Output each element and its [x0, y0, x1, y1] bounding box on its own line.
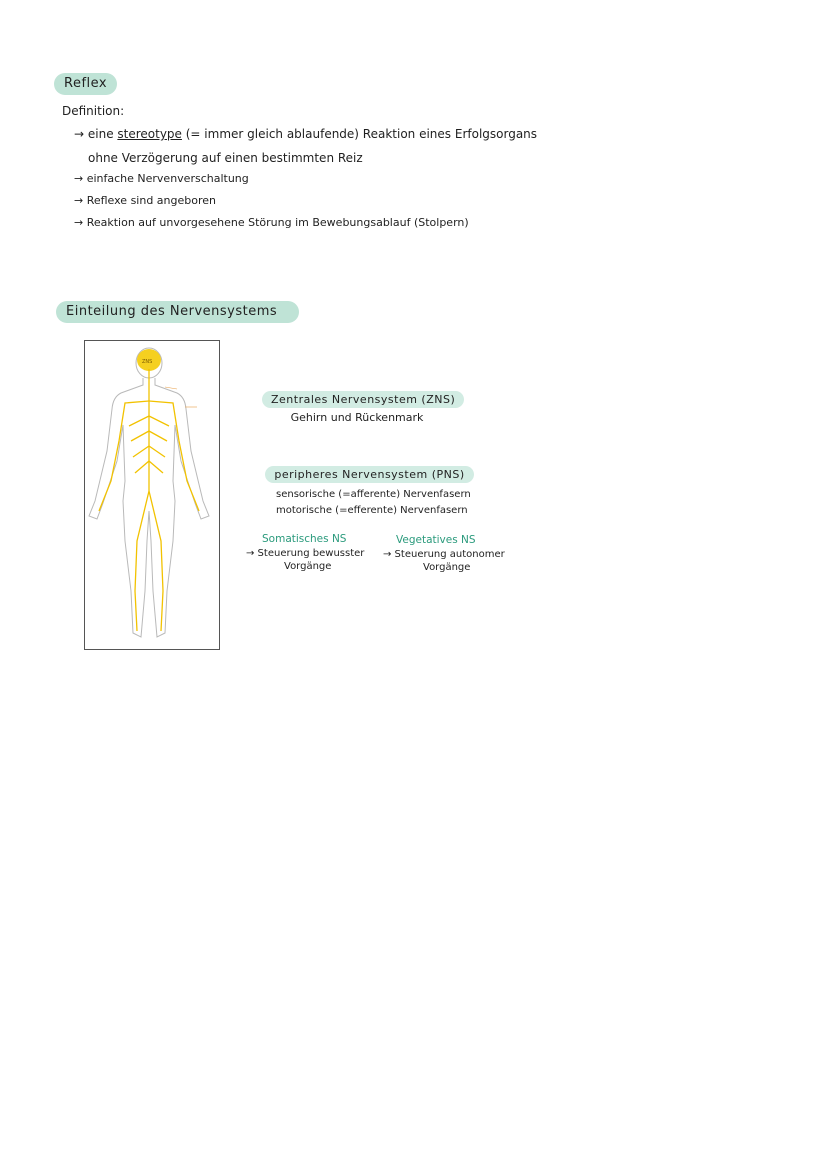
somatisch-line-1: → Steuerung bewusster [246, 548, 365, 559]
einteilung-heading-text: Einteilung des Nervensystems [56, 301, 299, 323]
bullet-3: → Reflexe sind angeboren [74, 194, 217, 207]
pns-line-1: sensorische (=afferente) Nervenfasern [276, 489, 471, 500]
nervous-system-figure [84, 340, 220, 650]
somatisch-title: Somatisches NS [262, 533, 347, 545]
zns-box [262, 388, 456, 408]
nerve-lines [99, 369, 199, 631]
pns-title: peripheres Nervensystem (PNS) [265, 466, 473, 483]
bullet-1-continuation: ohne Verzögerung auf einen bestimmten Reiz [88, 151, 363, 165]
body-illustration [85, 341, 219, 649]
brain-label: ZNS [142, 359, 153, 365]
pns-line-2: motorische (=efferente) Nervenfasern [276, 505, 468, 516]
bullet-1-start: → eine [74, 127, 118, 141]
reflex-heading-text: Reflex [54, 73, 117, 95]
reflex-heading [54, 72, 117, 95]
bullet-1-term: stereotype [117, 127, 182, 141]
vegetativ-line-2: Vorgänge [423, 562, 471, 573]
definition-label: Definition: [62, 104, 125, 118]
bullet-1 [74, 127, 537, 141]
vegetativ-line-1: → Steuerung autonomer [383, 549, 505, 560]
pns-box [262, 463, 477, 483]
bullet-1-rest: (= immer gleich ablaufende) Reaktion eines Erfolgsorgans [181, 127, 538, 141]
einteilung-heading [56, 300, 299, 323]
somatisch-line-2: Vorgänge [284, 561, 332, 572]
zns-desc: Gehirn und Rückenmark [290, 411, 424, 424]
vegetativ-title: Vegetatives NS [396, 534, 476, 546]
bullet-2: → einfache Nervenverschaltung [74, 172, 249, 185]
zns-title: Zentrales Nervensystem (ZNS) [262, 391, 464, 408]
bullet-4: → Reaktion auf unvorgesehene Störung im Bewebungsablauf (Stolpern) [74, 216, 469, 229]
